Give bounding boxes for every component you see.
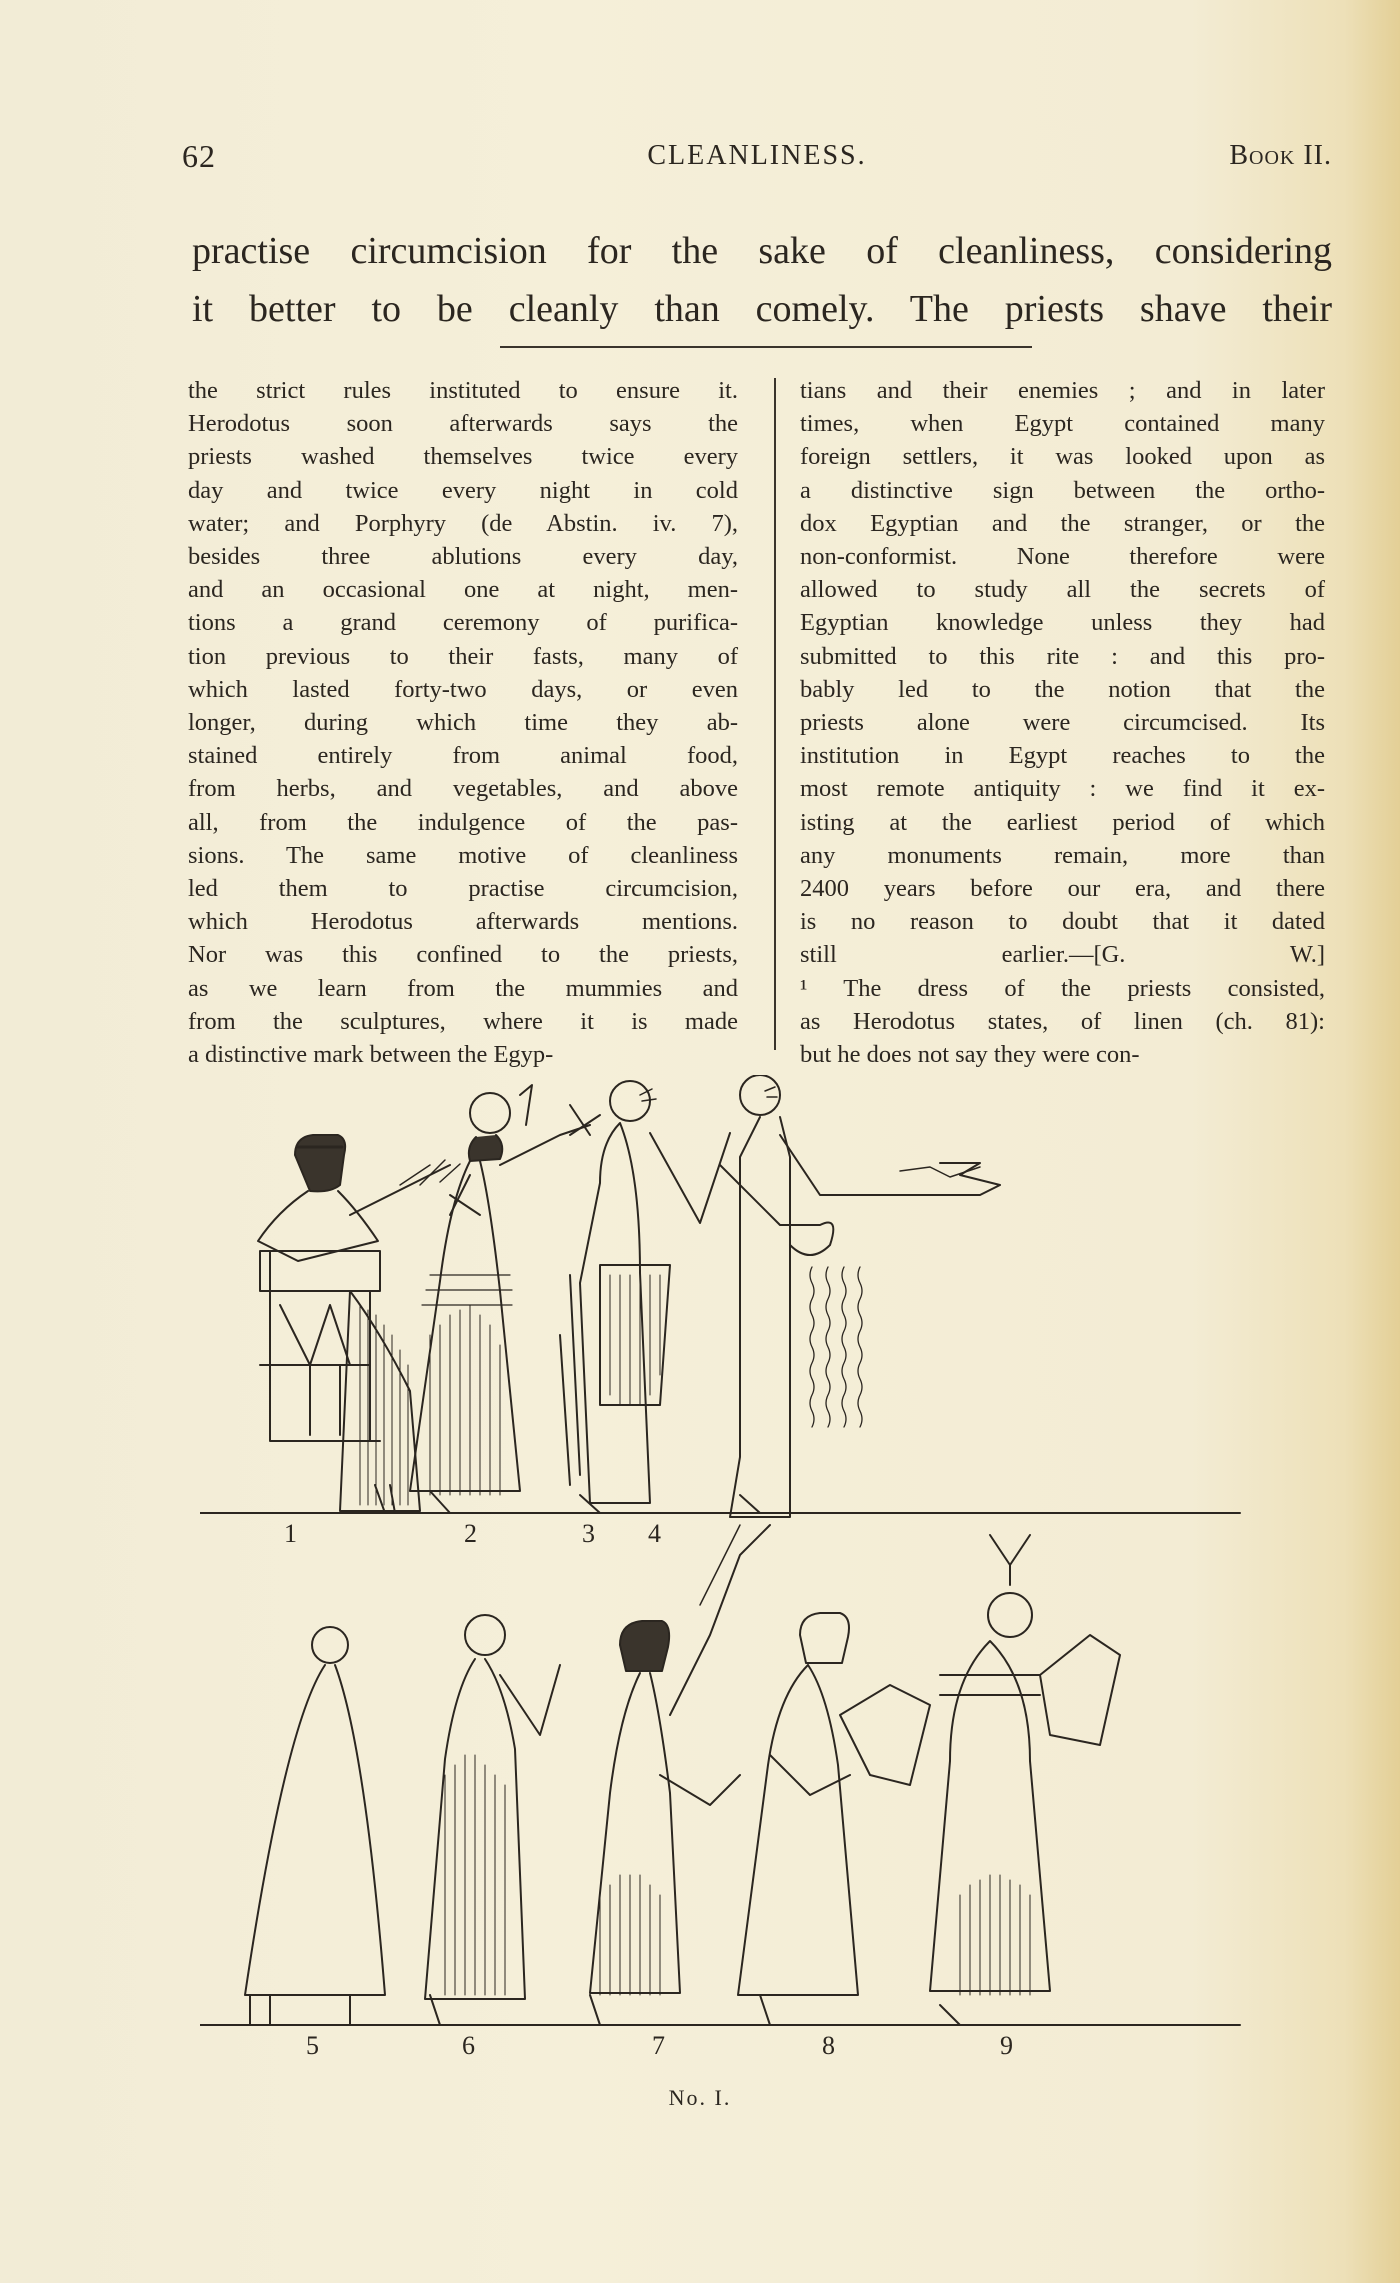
footnote-line: isting at the earliest period of which (800, 808, 1325, 836)
footnote-line: priests washed themselves twice every (188, 443, 738, 471)
figure-number: 6 (462, 2031, 475, 2060)
footnote-line: but he does not say they were con- (800, 1041, 1140, 1069)
footnote-line: most remote antiquity : we find it ex- (800, 775, 1325, 803)
footnote-line: tion previous to their fasts, many of (188, 642, 738, 670)
figure-number: 7 (652, 2031, 665, 2060)
footnote-line: times, when Egypt contained many (800, 410, 1325, 438)
running-header (182, 138, 1332, 178)
footnote-line: bably led to the notion that the (800, 675, 1325, 703)
footnote-line: sions. The same motive of cleanliness (188, 841, 738, 869)
figure-number: 4 (648, 1519, 661, 1548)
footnote-line: is no reason to doubt that it dated (800, 908, 1325, 936)
figure-4-priest (720, 1075, 1000, 1517)
footnote-line: tions a grand ceremony of purifica- (188, 609, 738, 637)
main-text-line: it better to be cleanly than comely. The priests shave their (192, 288, 1332, 330)
footnote-line: allowed to study all the secrets of (800, 576, 1325, 604)
footnote-line: Herodotus soon afterwards says the (188, 410, 738, 438)
footnote-line: dox Egyptian and the stranger, or the (800, 509, 1325, 537)
figure-number: 5 (306, 2031, 319, 2060)
figure-6-priest (425, 1615, 560, 2025)
column-divider (774, 378, 776, 1050)
figure-number: 1 (284, 1519, 297, 1548)
figure-3-priest (560, 1081, 730, 1513)
footnote-line: from the sculptures, where it is made (188, 1007, 738, 1035)
footnote-line: all, from the indulgence of the pas- (188, 808, 738, 836)
footnote-line: Egyptian knowledge unless they had (800, 609, 1325, 637)
footnote-line: any monuments remain, more than (800, 841, 1325, 869)
footnote-line: as Herodotus states, of linen (ch. 81): (800, 1007, 1325, 1035)
footnote-line: and an occasional one at night, men- (188, 576, 738, 604)
footnote-line: water; and Porphyry (de Abstin. iv. 7), (188, 509, 738, 537)
footnote-line: 2400 years before our era, and there (800, 875, 1325, 903)
figure-caption: No. I. (668, 2085, 732, 2110)
footnote-line: Nor was this confined to the priests, (188, 941, 738, 969)
footnote-line: besides three ablutions every day, (188, 543, 738, 571)
priests-engraving (200, 1075, 1280, 2075)
main-text-line: practise circumcision for the sake of cleanliness, considering (192, 230, 1332, 272)
footnote-rule (500, 346, 1032, 348)
footnote-line: from herbs, and vegetables, and above (188, 775, 738, 803)
footnote-line: tians and their enemies ; and in later (800, 377, 1325, 404)
footnote-line: as we learn from the mummies and (188, 974, 738, 1002)
footnote-column-left (188, 374, 738, 1071)
figure-9-priest (930, 1535, 1120, 2025)
footnote-line: longer, during which time they ab- (188, 709, 738, 737)
footnote-line: stained entirely from animal food, (188, 742, 738, 770)
book-label: Book II. (1229, 140, 1332, 171)
footnote-line: submitted to this rite : and this pro- (800, 642, 1325, 670)
footnote-line: led them to practise circumcision, (188, 875, 738, 903)
illustration-priests (200, 1075, 1280, 2075)
figure-number: 9 (1000, 2031, 1013, 2060)
footnote-line: the strict rules instituted to ensure it. (188, 377, 738, 404)
figure-number: 3 (582, 1519, 595, 1548)
footnote-line: a distinctive sign between the ortho- (800, 476, 1325, 504)
footnote-line: non-conformist. None therefore were (800, 543, 1325, 571)
running-title: CLEANLINESS. (647, 140, 867, 171)
footnote-line: ¹ The dress of the priests consisted, (800, 974, 1325, 1002)
footnote-column-right (800, 374, 1325, 1071)
figure-number: 2 (464, 1519, 477, 1548)
figure-5-priest (245, 1627, 385, 2025)
footnote-line: still earlier.—[G. W.] (800, 941, 1325, 969)
footnote-line: institution in Egypt reaches to the (800, 742, 1325, 770)
footnote-line: priests alone were circumcised. Its (800, 709, 1325, 737)
figure-8-priest (738, 1613, 930, 2025)
main-text (192, 222, 1332, 338)
figure-2-priest (410, 1085, 590, 1513)
footnote-line: which lasted forty-two days, or even (188, 675, 738, 703)
footnote-line: day and twice every night in cold (188, 476, 738, 504)
footnote-line: foreign settlers, it was looked upon as (800, 443, 1325, 471)
page-number: 62 (182, 138, 216, 174)
figure-number: 8 (822, 2031, 835, 2060)
footnote-line: which Herodotus afterwards mentions. (188, 908, 738, 936)
footnote-line: a distinctive mark between the Egyp- (188, 1041, 554, 1069)
